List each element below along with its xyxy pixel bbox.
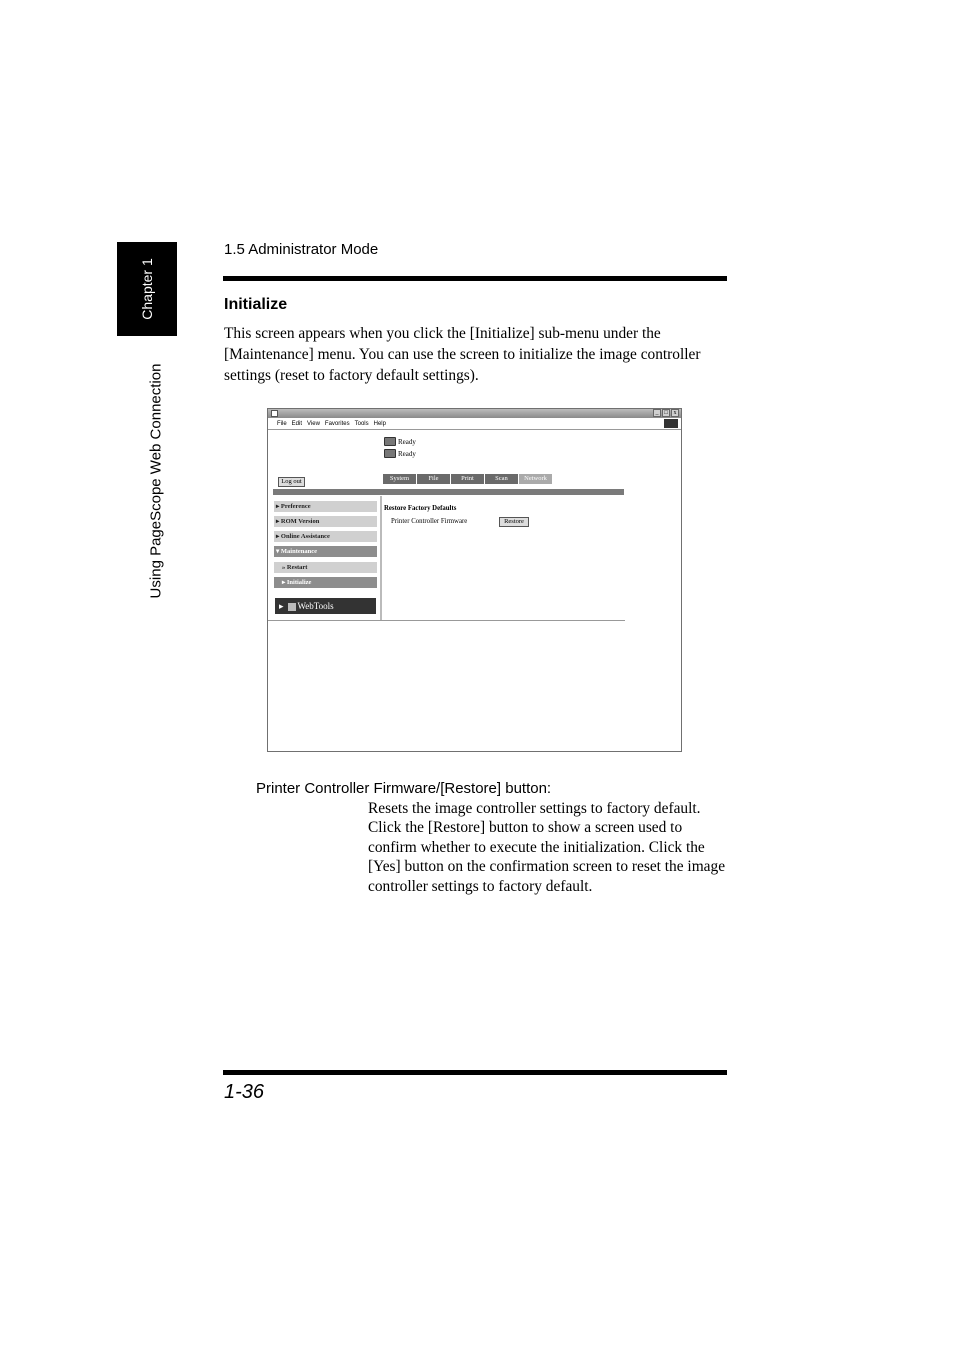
chapter-tab-label: Chapter 1: [139, 258, 155, 320]
logout-button[interactable]: Log out: [278, 477, 305, 487]
browser-icon: [271, 410, 278, 417]
browser-screenshot: [267, 408, 682, 752]
printer-status-row: [384, 449, 416, 458]
tab-print[interactable]: Print: [451, 474, 484, 484]
minimize-icon[interactable]: _: [653, 409, 661, 417]
description-body: Resets the image controller settings to factory default. Click the [Restore] button to show a screen used to confirm whether to execute the initialization. Click the [Yes] button on the confirmation screen to reset the image controller settings to factory default.: [368, 800, 726, 895]
nav-item-restart[interactable]: » Restart: [274, 562, 377, 573]
nav-divider: [380, 496, 382, 620]
webtools-icon: [288, 603, 296, 611]
bottom-rule: [223, 1070, 727, 1075]
top-rule: [223, 276, 727, 281]
printer-status-text: Ready: [398, 449, 416, 458]
menu-tools[interactable]: Tools: [354, 420, 369, 427]
browser-menubar: [268, 418, 681, 430]
tab-file[interactable]: File: [417, 474, 450, 484]
close-icon[interactable]: x: [671, 409, 679, 417]
restore-heading: Restore Factory Defaults: [384, 505, 457, 512]
menu-help[interactable]: Help: [373, 420, 386, 427]
printer-status-row: [384, 437, 416, 446]
browser-throbber-icon: [664, 419, 678, 428]
side-title: Using PageScope Web Connection: [147, 363, 165, 599]
nav-item-initialize[interactable]: ▸ Initialize: [274, 577, 377, 588]
description-term: Printer Controller Firmware/[Restore] button:: [256, 780, 552, 797]
tab-system[interactable]: System: [383, 474, 416, 484]
maximize-icon[interactable]: □: [662, 409, 670, 417]
printer-status-text: Ready: [398, 437, 416, 446]
menu-view[interactable]: View: [307, 420, 320, 427]
section-heading: 1.5 Administrator Mode: [224, 241, 379, 258]
restore-button[interactable]: Restore: [499, 517, 529, 527]
window-titlebar: [268, 409, 681, 418]
page-subtitle: Initialize: [224, 296, 288, 313]
printer-icon: [384, 449, 396, 458]
menu-file[interactable]: File: [277, 420, 287, 427]
page-number: 1-36: [224, 1081, 265, 1103]
webtools-label: WebTools: [297, 601, 334, 611]
nav-item-preference[interactable]: ▸ Preference: [274, 501, 377, 512]
intro-paragraph: This screen appears when you click the [Initialize] sub-menu under the [Maintenance] menu. You can use the screen to initialize the image controller settings (reset to factory default settings).: [224, 325, 701, 384]
menu-edit[interactable]: Edit: [291, 420, 303, 427]
restore-label: Printer Controller Firmware: [391, 518, 468, 525]
webtools-banner[interactable]: ▸ WebTools: [275, 598, 376, 614]
nav-item-online-assistance[interactable]: ▸ Online Assistance: [274, 531, 377, 542]
chapter-tab: [117, 242, 177, 336]
printer-icon: [384, 437, 396, 446]
nav-item-maintenance[interactable]: ▾ Maintenance: [274, 546, 377, 557]
header-bar: [273, 489, 624, 495]
nav-item-rom-version[interactable]: ▸ ROM Version: [274, 516, 377, 527]
menu-favorites[interactable]: Favorites: [324, 420, 350, 427]
tab-scan[interactable]: Scan: [485, 474, 518, 484]
content-bottom-line: [268, 620, 625, 621]
window-controls: [653, 409, 679, 418]
tab-network[interactable]: Network: [519, 474, 552, 484]
